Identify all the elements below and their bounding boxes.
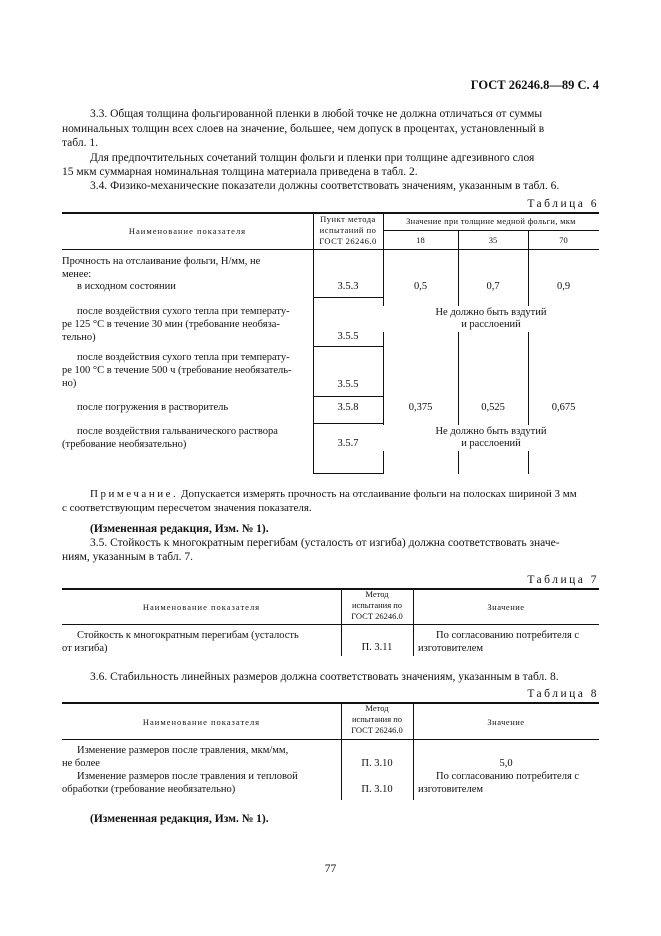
table7-header-method-line3: ГОСТ 26246.0 [351,611,403,621]
table7-caption: Таблица 7 [527,574,599,586]
table6-row1-value-18: 0,5 [413,281,428,292]
paragraph-3-3-line2: номинальных толщин всех слоев на значение, большее, чем допуск в процентах, установленный в [62,123,545,135]
table6-header-method-line3: ГОСТ 26246.0 [319,236,377,246]
table7-row1-method: П. 3.11 [361,642,393,653]
table6-row1-method: 3.5.3 [337,281,359,292]
table6-row2-line1: после воздействия сухого тепла при температу- [77,306,290,317]
table6-header-method-line1: Пункт метода [320,214,376,224]
edit-note-2: (Измененная редакция, Изм. № 1). [90,813,269,825]
paragraph-3-3-line1: 3.3. Общая толщина фольгированной пленки в любой точке не должна отличаться от суммы [90,108,543,120]
table8-row2-value-line1: По согласованию потребителя с [436,771,580,782]
table6-row5-method: 3.5.7 [337,438,359,449]
table6-row1-line2: менее: [62,269,92,280]
table8-header-value: Значение [487,717,525,727]
table6-row1-line1: Прочность на отслаивание фольги, Н/мм, не [62,256,261,267]
table6-header-method-line2: испытаний по [319,225,377,235]
table7-row1-value-line1: По согласованию потребителя с [436,630,580,641]
table6-header-col-35: 35 [488,235,498,245]
table6-row1-value-70: 0,9 [556,281,571,292]
table6-row4-value-35: 0,525 [481,402,505,413]
edit-note-1: (Измененная редакция, Изм. № 1). [90,523,269,535]
table8-row1-method: П. 3.10 [361,758,393,769]
table7-header-method-line1: Метод [365,589,389,599]
table6-row2-value-line2: и расслоений [383,318,599,332]
table8-row2-value-line2: изготовителем [418,784,483,795]
paragraph-3-5-line1: 3.5. Стойкость к многократным перегибам (усталость от изгиба) должна соответствовать значе- [90,537,560,549]
paragraph-preferred-line1: Для предпочтительных сочетаний толщин фольги и пленки при толщине адгезивного слоя [90,152,535,164]
table6-row2-line2: ре 125 °С в течение 30 мин (требование необяза- [62,319,280,330]
table6-row2-method: 3.5.5 [337,331,359,342]
table6-row3-line1: после воздействия сухого тепла при температу- [77,352,290,363]
paragraph-preferred-line2: 15 мкм суммарная номинальная толщина материала приведена в табл. 2. [62,166,418,178]
table8-header-method-line3: ГОСТ 26246.0 [351,725,403,735]
table8-row1-line1: Изменение размеров после травления, мкм/мм, [77,745,289,756]
table8-row1-line2: не более [62,758,100,769]
table6-row3-line3: но) [62,378,77,389]
table7-row1-line2: от изгиба) [62,643,108,654]
table6-row1-value-35: 0,7 [486,281,500,292]
table6-row3-method: 3.5.5 [337,379,359,390]
table6-caption: Таблица 6 [527,198,599,210]
table6-header-col-18: 18 [416,235,425,245]
table6-header-value: Значение при толщине медной фольги, мкм [406,216,576,226]
table6-row5-line2: (требование необязательно) [62,439,187,450]
table7-header-method-line2: испытания по [351,600,403,610]
table6-row4-line1: после погружения в растворитель [77,402,229,413]
page-number: 77 [324,863,337,875]
paragraph-3-4: 3.4. Физико-механические показатели должны соответствовать значениям, указанным в табл. 6. [90,180,560,192]
table8-header-name: Наименование показателя [142,717,261,727]
table8-row1-value: 5,0 [499,758,513,769]
paragraph-3-3-line3: табл. 1. [62,137,98,149]
note-line1 [90,487,577,502]
table6-row2-value-line1: Не должно быть вздутий [383,306,599,320]
table7-header-value: Значение [487,602,525,612]
table8-row2-method: П. 3.10 [361,784,393,795]
paragraph-3-5-line2: ниям, указанным в табл. 7. [62,551,193,563]
table6-row5-value-line1: Не должно быть вздутий [383,425,599,439]
table6-row2-line3: тельно) [62,332,96,343]
table8-row2-line2: обработки (требование необязательно) [62,784,236,795]
table6-header-col-70: 70 [559,235,568,245]
table6-row5-line1: после воздействия гальванического раствора [77,426,278,437]
table7-row1-line1: Стойкость к многократным перегибам (усталость [77,630,299,641]
table6-row5-value-line2: и расслоений [383,437,599,451]
table7-header-name: Наименование показателя [142,602,261,612]
table8-row2-line1: Изменение размеров после травления и тепловой [77,771,298,782]
table6-row4-method: 3.5.8 [337,402,359,413]
table6-header-name: Наименование показателя [128,226,247,236]
table8-caption: Таблица 8 [527,688,599,700]
paragraph-3-6: 3.6. Стабильность линейных размеров должна соответствовать значениям, указанным в табл. 8. [90,671,559,683]
table6-row4-value-18: 0,375 [408,402,433,413]
document-reference: ГОСТ 26246.8—89 С. 4 [470,78,599,92]
note-line2: с соответствующим пересчетом значения показателя. [62,502,312,514]
table7-row1-value-line2: изготовителем [418,643,483,654]
table6-row4-value-70: 0,675 [551,402,576,413]
note-text: Допускается измерять прочность на отслаивание фольги на полосках шириной 3 мм [180,488,577,500]
note-label: Примечание. [90,488,179,500]
table6-row3-line2: ре 100 °С в течение 500 ч (требование необязатель- [62,365,292,376]
table8-header-method-line2: испытания по [351,714,403,724]
table6-row1-line3: в исходном состоянии [77,281,176,292]
table8-header-method-line1: Метод [365,703,389,713]
